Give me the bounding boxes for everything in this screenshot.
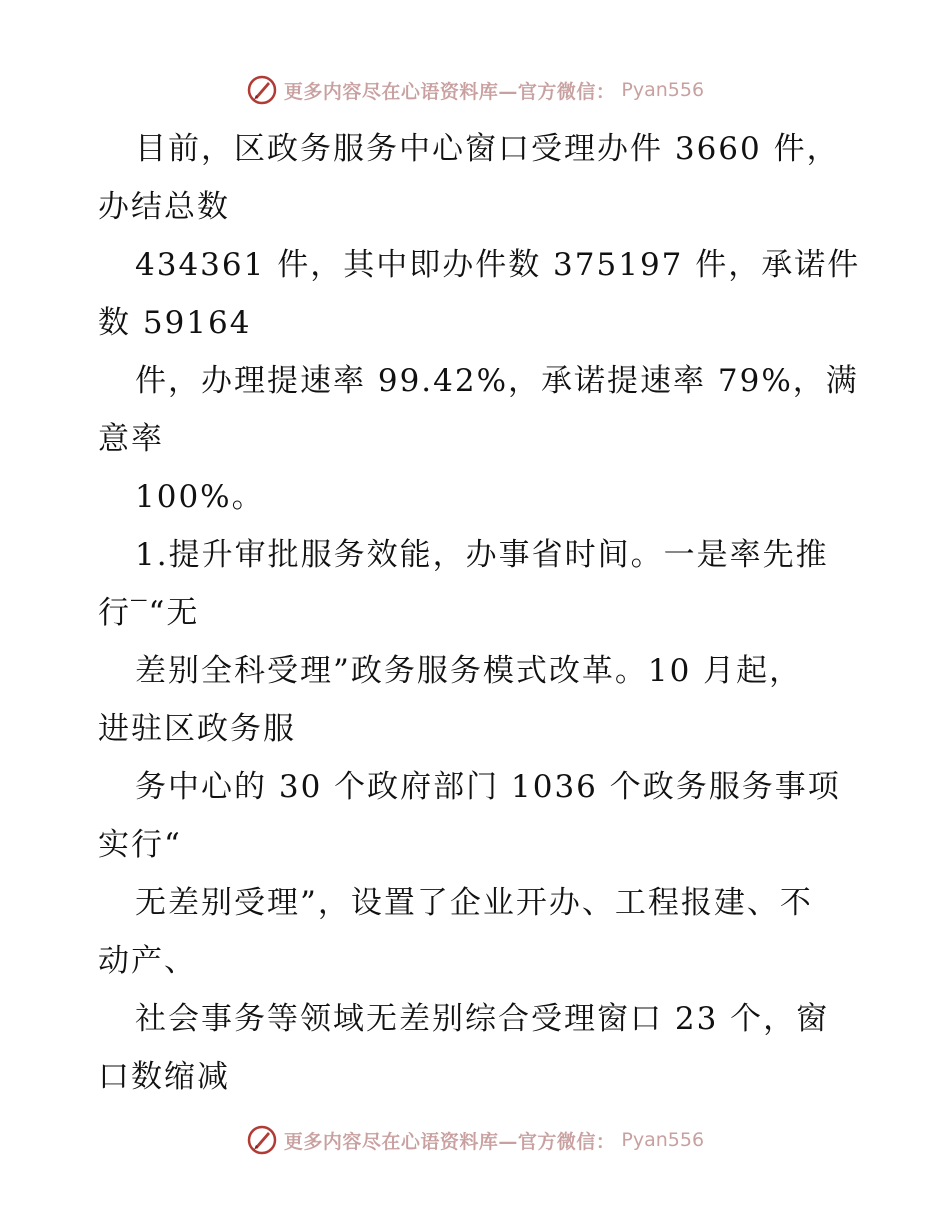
text-line: 数 59164 — [98, 305, 252, 341]
document-body — [98, 120, 868, 1106]
text-line: 进驻区政务服 — [98, 711, 296, 747]
text-line: 434361 件，其中即办件数 375197 件，承诺件 — [135, 247, 861, 283]
watermark-text: 更多内容尽在心语资料库—官方微信： — [283, 80, 616, 103]
quill-logo-icon — [246, 74, 278, 106]
text-line: 无差别受理”，设置了企业开办、工程报建、不 — [135, 885, 813, 921]
text-line: 目前，区政务服务中心窗口受理办件 3660 件， — [135, 131, 840, 167]
watermark-wechat-id: Pyan556 — [621, 1129, 705, 1151]
text-line: 动产、 — [98, 943, 197, 979]
text-line: 1.提升审批服务效能，办事省时间。一是率先推 — [135, 537, 829, 573]
text-line: 口数缩减 — [98, 1059, 230, 1095]
text-line: 100%。 — [135, 479, 265, 515]
text-line: 意率 — [98, 421, 164, 457]
text-line: 社会事务等领域无差别综合受理窗口 23 个，窗 — [135, 1001, 830, 1037]
watermark-text: 更多内容尽在心语资料库—官方微信： — [283, 1130, 616, 1153]
text-line: 行‾“无 — [98, 595, 200, 631]
quill-logo-icon — [246, 1124, 278, 1156]
text-line: 务中心的 30 个政府部门 1036 个政务服务事项 — [135, 769, 841, 805]
text-line: 实行“ — [98, 827, 182, 863]
header-watermark — [0, 72, 950, 108]
text-line: 件，办理提速率 99.42%，承诺提速率 79%，满 — [135, 363, 859, 399]
text-line: 办结总数 — [98, 189, 230, 225]
text-line: 差别全科受理”政务服务模式改革。10 月起， — [135, 653, 803, 689]
footer-watermark — [0, 1122, 950, 1158]
watermark-wechat-id: Pyan556 — [621, 79, 705, 101]
